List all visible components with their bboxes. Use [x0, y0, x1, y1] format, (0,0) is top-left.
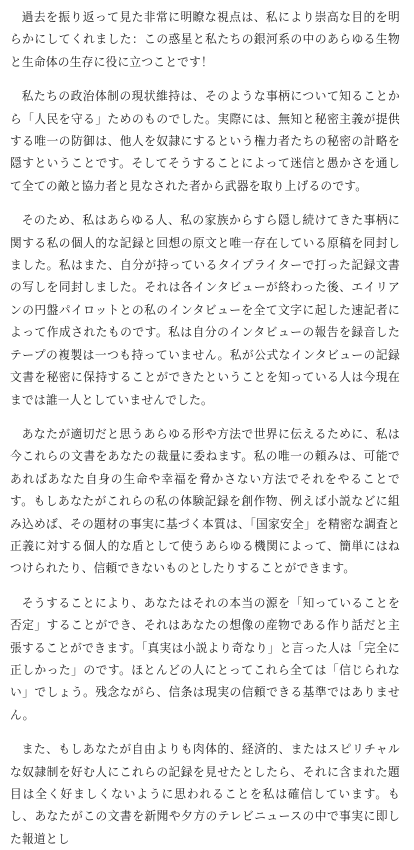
paragraph-3: そのため、私はあらゆる人、私の家族からすら隠し続けてきた事柄に関する私の個人的な記録と回想の原文と唯一存在している原稿を同封しました。私はまた、自分が持っているタイプライターで打った記録文書の写しを同封しました。それは各インタビューが終わった後、エイリアンの円盤パイロットとの私のインタビューを全て文字に起した速記者によって作成されたものです。私は自分のインタビューの報告を録音したテープの複製は一つも持っていません。私が公式なインタビューの記録文書を秘密に保持することができたということを知っている人は今現在までは誰一人としていませんでした。	[10, 213, 400, 407]
paragraph-2: 私たちの政治体制の現状維持は、そのような事柄について知ることから「人民を守る」ためのものでした。実際には、無知と秘密主義が提供する唯一の防御は、他人を奴隷にするという権力者たちの秘密の計略を隠すということです。そしてそうすることによって迷信と愚かさを通して全ての敵と協力者と見なされた者から武器を取り上げるのです。	[10, 89, 400, 193]
paragraph-1: 過去を振り返って見た非常に明瞭な視点は、私により崇高な目的を明らかにしてくれました：この惑星と私たちの銀河系の中のあらゆる生物と生命体の生存に役に立つことです！	[10, 10, 400, 69]
paragraph-5: そうすることにより、あなたはそれの本当の源を「知っていることを否定」することができ、それはあなたの想像の産物である作り話だと主張することができます。「真実は小説より奇なり」と言った人は「完全に正しかった」のです。ほとんどの人にとってこれら全ては「信じられない」でしょう。残念ながら、信条は現実の信頼できる基準ではありません。	[10, 595, 400, 722]
paragraph-4: あなたが適切だと思うあらゆる形や方法で世界に伝えるために、私は今これらの文書をあなたの裁量に委ねます。私の唯一の頼みは、可能であればあなた自身の生命や幸福を脅かさない方法でそれをやることです。もしあなたがこれらの私の体験記録を創作物、例えば小説などに組み込めば、その題材の事実に基づく本質は、「国家安全」を精密な調査と正義に対する個人的な盾として使うあらゆる機関によって、簡単にはねつけられたり、信頼できないものとしたりすることができます。	[10, 426, 400, 576]
paragraph-6: また、もしあなたが自由よりも肉体的、経済的、またはスピリチャルな奴隷制を好む人にこれらの記録を見せたとしたら、それに含まれた題目は全く好ましくないように思われることを私は確信しています。もし、あなたがこの文書を新聞や夕方のテレビニュースの中で事実に即した報道とし	[10, 742, 400, 846]
